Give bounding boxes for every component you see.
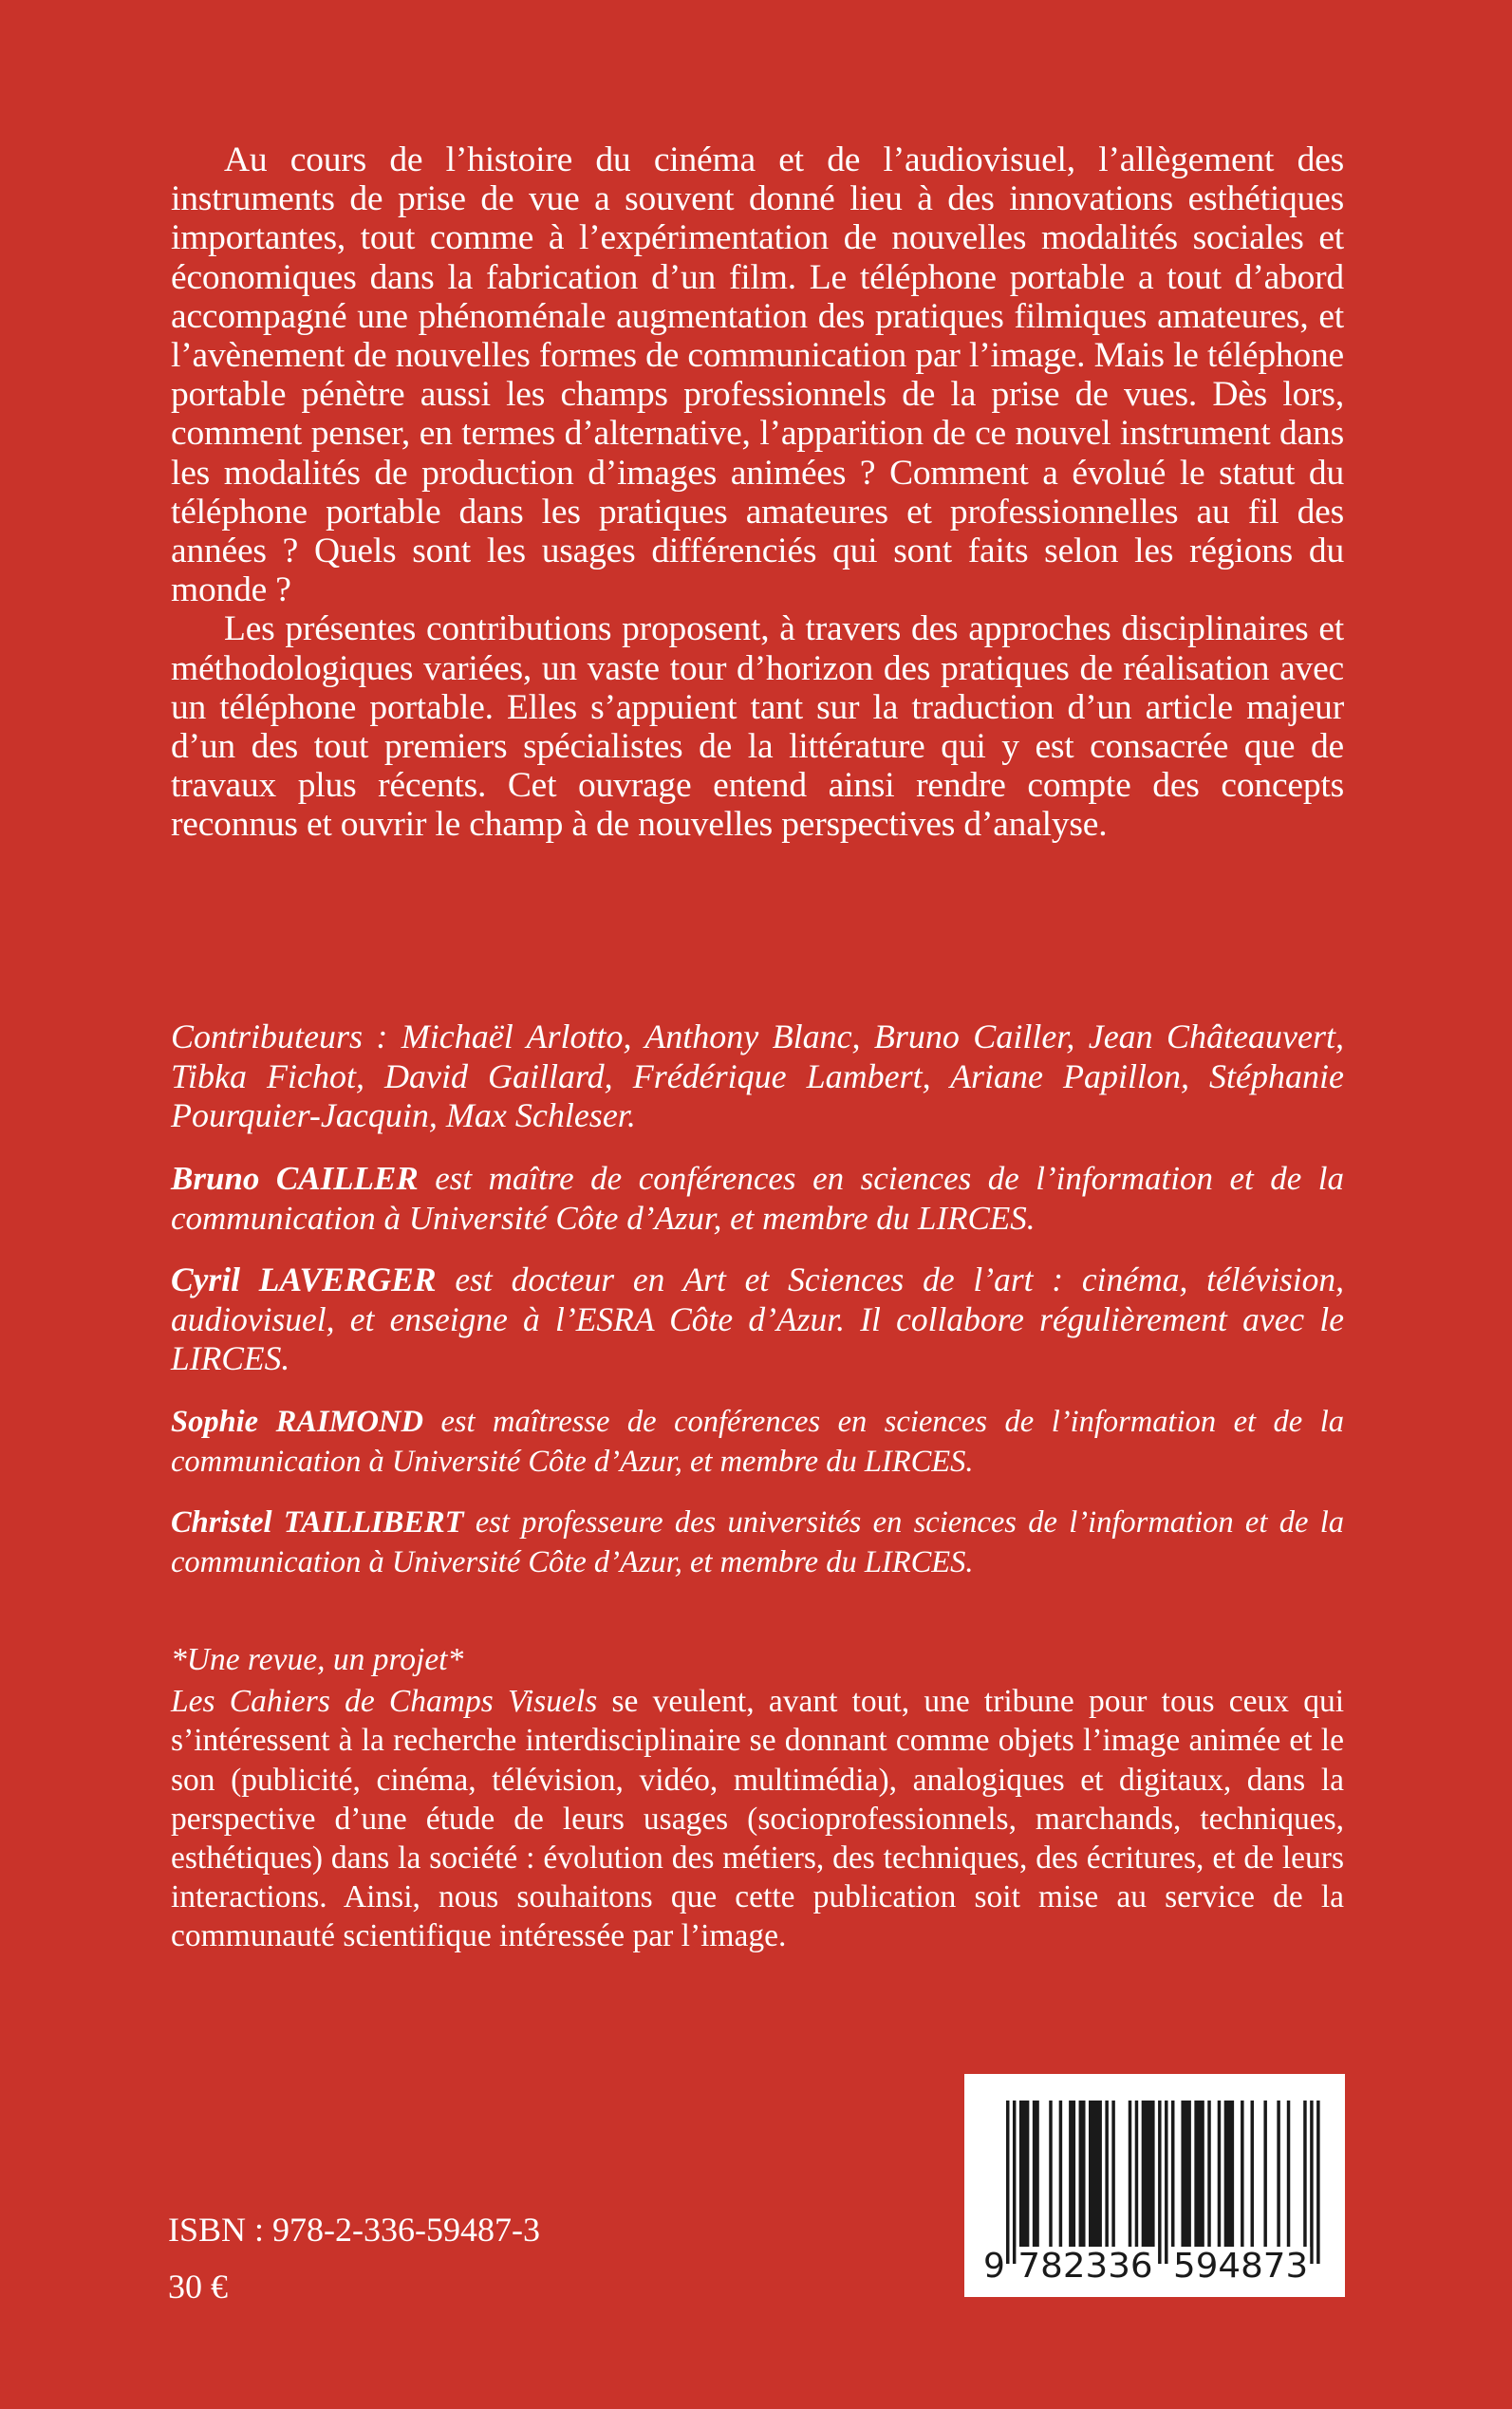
author-bio-text: est professeure des universités en sciences de l’information et de la communication à Université Côte d’Azur, et membre du LIRCES. — [171, 1505, 1345, 1579]
description-paragraph-2: Les présentes contributions proposent, à travers des approches disciplinaires et méthodologiques variées, un vaste tour d’horizon des pratiques de réalisation avec un téléphone portable. Elles s’appuient tant sur la traduction d’un article majeur d’un des tout premiers spécialistes de la littérature qui y est consacrée que de travaux plus récents. Cet ouvrage entend ainsi rendre compte des concepts reconnus et ouvrir le champ à de nouvelles perspectives d’analyse. — [171, 609, 1344, 845]
author-bio-cyril-laverger — [171, 1261, 1344, 1379]
author-bio-sophie-raimond — [171, 1403, 1344, 1482]
author-bio-text: est maîtresse de conférences en sciences de l’information et de la communication à Université Côte d’Azur, et membre du LIRCES. — [171, 1405, 1345, 1479]
description-paragraph-1: Au cours de l’histoire du cinéma et de l’audiovisuel, l’allègement des instruments de prise de vue a souvent donné lieu à des innovations esthétiques importantes, tout comme à l’expérimentation de nouvelles modalités sociales et économiques dans la fabrication d’un film. Le téléphone portable a tout d’abord accompagné une phénoménale augmentation des pratiques filmiques amateures, et l’avènement de nouvelles formes de communication par l’image. Mais le téléphone portable pénètre aussi les champs professionnels de la prise de vues. Dès lors, comment penser, en termes d’alternative, l’apparition de ce nouvel instrument dans les modalités de production d’images animées ? Comment a évolué le statut du téléphone portable dans les pratiques amateures et professionnelles au fil des années ? Quels sont les usages différenciés qui sont faits selon les régions du monde ? — [171, 140, 1344, 610]
barcode-icon — [964, 2074, 1345, 2297]
contributors-list — [171, 1018, 1344, 1136]
author-name: Bruno CAILLER — [171, 1160, 419, 1197]
isbn-label: ISBN : 978-2-336-59487-3 — [168, 2211, 540, 2249]
author-bio-text: est docteur en Art et Sciences de l’art : cinéma, télévision, audiovisuel, et enseigne à l’ESRA Côte d’Azur. Il collabore régulièrement avec le LIRCES. — [171, 1261, 1345, 1377]
author-name: Sophie RAIMOND — [171, 1405, 423, 1439]
svg-text:594873: 594873 — [1173, 2247, 1309, 2286]
contributors-label: Contributeurs : — [171, 1018, 388, 1055]
series-heading: *Une revue, un projet* — [171, 1642, 464, 1677]
series-presentation — [171, 1640, 1344, 1956]
price-label: 30 € — [168, 2268, 228, 2306]
author-name: Christel TAILLIBERT — [171, 1505, 464, 1540]
author-bio-text: est maître de conférences en sciences de l’information et de la communication à Université Côte d’Azur, et membre du LIRCES. — [171, 1160, 1345, 1237]
author-bio-christel-taillibert — [171, 1503, 1344, 1582]
contributors-names: Michaël Arlotto, Anthony Blanc, Bruno Cailler, Jean Châteauvert, Tibka Fichot, David Gaillard, Frédérique Lambert, Ariane Papillon, Stéphanie Pourquier-Jacquin, Max Schleser. — [171, 1018, 1345, 1134]
author-bio-bruno-cailler — [171, 1159, 1344, 1238]
svg-text:9: 9 — [983, 2247, 1005, 2286]
author-name: Cyril LAVERGER — [171, 1261, 437, 1298]
barcode — [964, 2074, 1345, 2297]
svg-text:782336: 782336 — [1017, 2247, 1153, 2286]
book-description — [171, 140, 1344, 845]
series-text: se veulent, avant tout, une tribune pour tous ceux qui s’intéressent à la recherche interdisciplinaire se donnant comme objets l’image animée et le son (publicité, cinéma, télévision, vidéo, multimédia), analogiques et digitaux, dans la perspective d’une étude de leurs usages (socioprofessionnels, marchands, techniques, esthétiques) dans la société : évolution des métiers, des techniques, des écritures, et de leurs interactions. Ainsi, nous souhaitons que cette publication soit mise au service de la communauté scientifique intéressée par l’image. — [171, 1684, 1345, 1954]
series-title: Les Cahiers de Champs Visuels — [171, 1684, 598, 1720]
